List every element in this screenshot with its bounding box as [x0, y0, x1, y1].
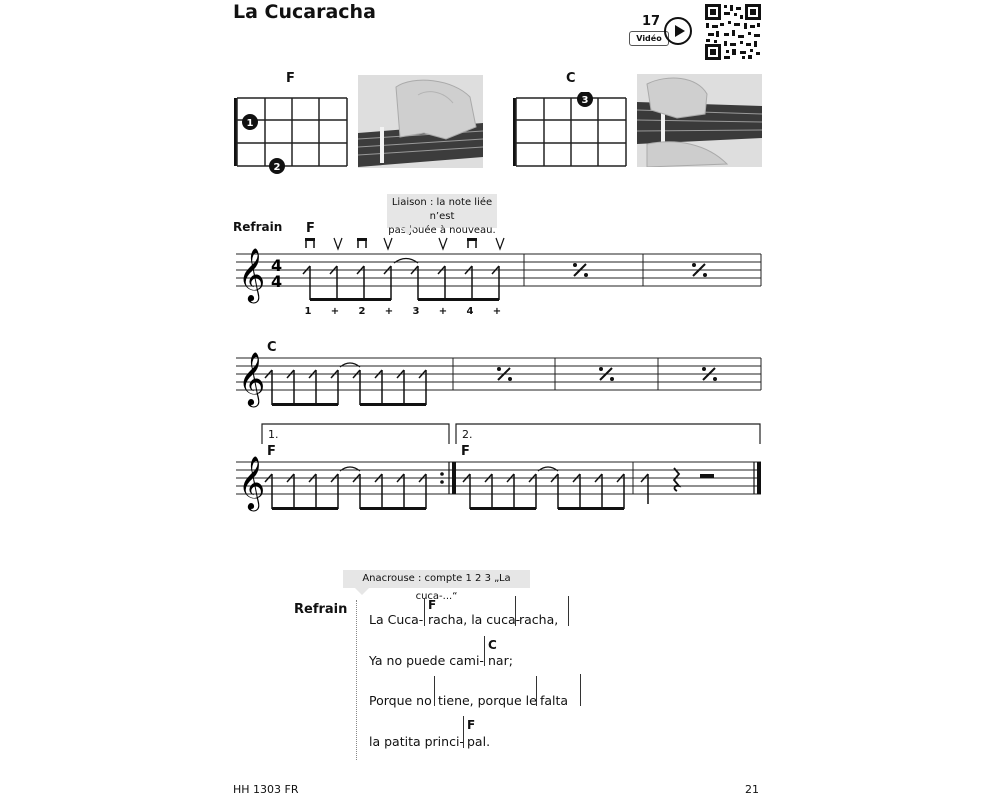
- lyric-syllable: La Cuca-: [369, 612, 424, 627]
- lyric-syllable: racha, la cuca-: [428, 612, 521, 627]
- chord-c-photo: [637, 74, 762, 167]
- treble-clef-icon: 𝄞: [238, 351, 266, 405]
- score-chord-label: F: [306, 221, 315, 236]
- score-chord-label: F: [267, 444, 276, 459]
- strum-down-icon: [357, 238, 367, 248]
- lyric-syllable: la patita princi-: [369, 734, 464, 749]
- score-refrain-label: Refrain: [233, 220, 283, 234]
- lyric-syllable: nar;: [488, 653, 513, 668]
- svg-text:1: 1: [246, 118, 254, 129]
- qr-code-icon[interactable]: [704, 3, 762, 61]
- lyric-syllable: Ya no puede cami-: [369, 653, 484, 668]
- finger-dot: [242, 114, 258, 130]
- staff-line-2: [230, 348, 765, 410]
- beat-count: +: [492, 306, 502, 317]
- svg-text:4: 4: [271, 272, 283, 291]
- play-icon[interactable]: [664, 17, 692, 45]
- treble-clef-icon: 𝄞: [238, 247, 266, 301]
- lyric-barline: [434, 676, 435, 706]
- chord-f-photo: [358, 75, 483, 168]
- beat-count: 2: [358, 306, 366, 317]
- finger-dot: [269, 158, 285, 174]
- video-number: 17: [641, 14, 661, 29]
- strum-down-icon: [467, 238, 477, 248]
- page-number: 21: [745, 783, 759, 796]
- score-chord-label: C: [267, 340, 277, 355]
- lyric-barline: [424, 598, 425, 626]
- lyric-barline: [568, 596, 569, 626]
- second-ending-label: 2.: [462, 428, 473, 441]
- final-barline: [757, 462, 761, 494]
- lyric-chord: C: [488, 638, 497, 652]
- half-rest-icon: [700, 474, 714, 478]
- chord-c-diagram: [508, 92, 632, 174]
- chord-f-diagram: [229, 92, 353, 174]
- beat-count: 3: [412, 306, 420, 317]
- lyric-barline: [463, 716, 464, 748]
- staff-line-1: [230, 230, 765, 306]
- lyric-chord: F: [467, 718, 476, 732]
- lyric-barline: [580, 674, 581, 706]
- first-ending-bracket: [262, 424, 449, 444]
- strum-down-icon: [305, 238, 315, 248]
- beat-count: 1: [304, 306, 312, 317]
- lyrics-divider: [356, 600, 357, 760]
- first-ending-label: 1.: [268, 428, 279, 441]
- strum-up-icon: [496, 238, 504, 249]
- lyric-syllable: falta: [540, 693, 569, 708]
- chord-c-name: C: [566, 71, 576, 86]
- anacrouse-tooltip: Anacrouse : compte 1 2 3 „La cuca-...“: [343, 570, 530, 588]
- video-label: Vidéo: [629, 31, 669, 46]
- page-title: La Cucaracha: [233, 1, 376, 23]
- beat-count: +: [384, 306, 394, 317]
- liaison-tooltip: [387, 194, 497, 236]
- svg-text:2: 2: [273, 162, 281, 173]
- footer-book-code: HH 1303 FR: [233, 783, 299, 796]
- treble-clef-icon: 𝄞: [238, 455, 266, 509]
- lyric-chord: F: [428, 598, 437, 612]
- second-ending-bracket: [456, 424, 760, 444]
- lyrics-refrain-label: Refrain: [294, 602, 348, 617]
- lyric-barline: [536, 676, 537, 706]
- strum-up-icon: [334, 238, 342, 249]
- svg-text:3: 3: [581, 95, 589, 106]
- staff-line-3: [230, 422, 765, 514]
- lyric-barline: [484, 636, 485, 666]
- beat-count: +: [330, 306, 340, 317]
- lyric-syllable: tiene, porque le: [438, 693, 537, 708]
- lyric-syllable: racha,: [519, 612, 559, 627]
- liaison-tooltip-line1: Liaison : la note liée n’est: [391, 197, 493, 222]
- finger-dot: [577, 92, 593, 107]
- lyric-syllable: pal.: [467, 734, 491, 749]
- quarter-rest-icon: [674, 468, 679, 491]
- strum-up-icon: [439, 238, 447, 249]
- chord-f-name: F: [286, 71, 295, 86]
- video-badge[interactable]: [628, 14, 696, 48]
- lyric-barline: [515, 596, 516, 626]
- beat-count: +: [438, 306, 448, 317]
- liaison-tooltip-line2: pas jouée à nouveau.: [388, 225, 496, 236]
- strum-up-icon: [384, 238, 392, 249]
- score-chord-label: F: [461, 444, 470, 459]
- time-signature: 4: [271, 256, 283, 275]
- lyric-syllable: Porque no: [369, 693, 432, 708]
- beat-count: 4: [466, 306, 474, 317]
